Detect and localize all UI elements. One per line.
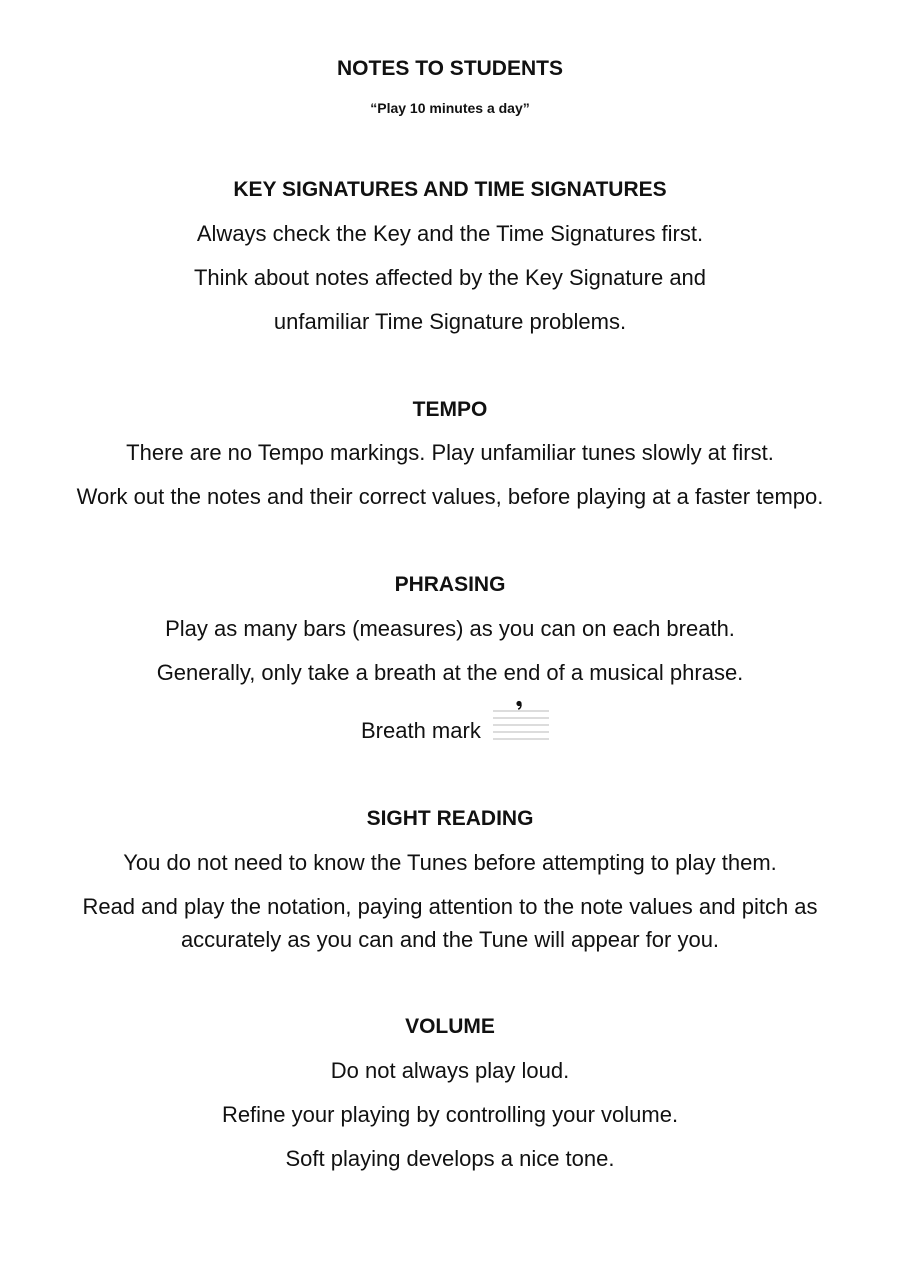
section-heading-phrasing: PHRASING [394,573,506,596]
section-heading-sight-reading: SIGHT READING [366,807,534,830]
section-text-line: Refine your playing by controlling your volume. [221,1102,679,1127]
section-text-line: Read and play the notation, paying attention to the note values and pitch as [82,894,818,919]
section-text-line: There are no Tempo markings. Play unfamiliar tunes slowly at first. [126,440,774,465]
section-text-line: You do not need to know the Tunes before attempting to play them. [123,850,777,875]
breath-mark-row [0,700,900,744]
page-title: NOTES TO STUDENTS [337,57,563,80]
section-heading-key-signatures: KEY SIGNATURES AND TIME SIGNATURES [233,178,667,201]
section-heading-volume: VOLUME [405,1015,495,1038]
section-text-line: Soft playing develops a nice tone. [285,1146,615,1171]
page-subtitle: “Play 10 minutes a day” [370,100,530,116]
section-text-line: Do not always play loud. [330,1058,570,1083]
section-text-line: Generally, only take a breath at the end of a musical phrase. [156,660,744,685]
section-text-line: Always check the Key and the Time Signatures first. [196,221,704,246]
breath-mark-label: Breath mark [361,718,481,743]
section-text-line: unfamiliar Time Signature problems. [273,309,627,334]
section-heading-tempo: TEMPO [412,398,488,421]
section-text-line: accurately as you can and the Tune will appear for you. [180,927,720,952]
section-text-line: Think about notes affected by the Key Signature and [193,265,707,290]
breath-mark-staff-icon [492,700,550,742]
section-text-line: Play as many bars (measures) as you can on each breath. [165,616,735,641]
section-text-line: Work out the notes and their correct values, before playing at a faster tempo. [76,484,824,509]
